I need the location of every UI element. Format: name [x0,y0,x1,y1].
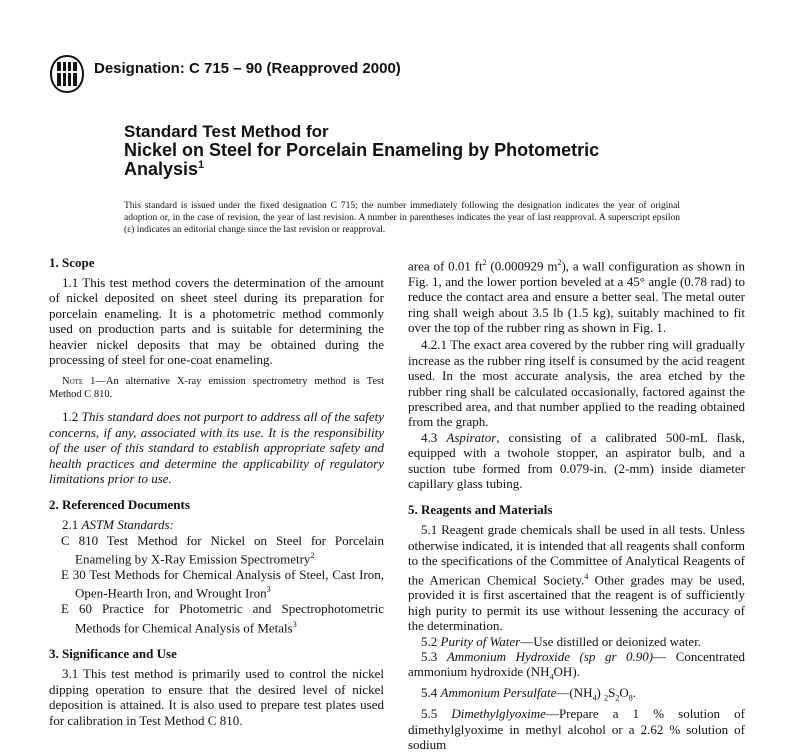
text: ) [596,685,605,701]
term: Aspirator [446,429,497,445]
term: Ammonium Hydroxide (sp gr 0.90) [446,649,654,664]
left-column [49,255,384,728]
paragraph-4-2-1: 4.2.1 The exact area covered by the rubber ring will gradually increase as the rubber ring itself is consumed by the acid reagent used. In the most accurate analysis, the area etched by the rubber ring shall be calculated occasionally, factored against the prescribed area, and that number applied to the reading obtained from the graph. [408,337,745,430]
text: ), a wall configuration as shown in Fig. 1, and the lower portion beveled at a 45° angle (0.78 rad) to reduce the contact area and ensure a better seal. The metal outer ring shall weigh about 3.5 lb (1.5 kg), suitably machined to fit over the top of the rubber ring as shown in Fig. 1. [408,258,745,335]
title-line-1: Standard Test Method for [124,122,329,141]
reagents-heading: 5. Reagents and Materials [408,502,553,518]
paragraph-2-1 [49,517,384,532]
paragraph-1-1: 1.1 This test method covers the determination of the amount of nickel deposited on sheet steel during its preparation for porcelain enameling. It is a photometric method commonly used on production parts and is suitable for determining the heavier nickel deposits that may be obtained during the processing of steel for one-coat enameling. [49,275,384,368]
issued-note: This standard is issued under the fixed designation C 715; the number immediately following the designation indicates the year of original adoption or, in the case of revision, the year of last revision. A number in parentheses indicates the year of last reapproval. A superscript epsilon (ε) indicates an editorial change since the last revision or reapproval. [124,201,680,235]
subscript: 8 [628,694,633,703]
paragraph-number: 4.3 [421,429,447,445]
text: (0.000929 m [486,258,558,274]
footnote-mark: 3 [266,585,271,595]
text: 5.1 Reagent grade chemicals shall be used in all tests. Unless otherwise indicated, it is intended that all reagents shall conform to the specifications of the Committee of Analytical Reagents of the American Chemical Society. [408,522,745,587]
subscript: 2 [604,694,609,703]
subscript: 2 [615,694,620,703]
title-footnote-mark: 1 [198,159,205,171]
superscript: 2 [557,258,562,267]
paragraph-5-4 [408,685,745,706]
paragraph-5-2 [408,634,745,649]
title-line-3: Analysis [124,159,199,179]
text: — Concentrated ammonium hydroxide (NH [408,649,746,680]
text: —Use distilled or deionized water. [520,633,702,649]
footnote-mark: 4 [584,571,589,581]
paragraph-3-1: 3.1 This test method is primarily used to control the nickel dipping operation to ensure that the desired level of nickel deposition is attained. It is also used to prepare test plates used for calibration in Test Method C 810. [49,666,384,728]
right-column [408,255,745,753]
scope-heading: 1. Scope [49,255,95,270]
title-line-2: Nickel on Steel for Porcelain Enameling by Photometric [124,140,600,160]
paragraph-number: 5.5 [421,706,452,722]
term: Purity of Water [440,633,521,649]
text: —(NH [556,685,593,701]
paragraph-number: 5.4 [421,685,441,701]
text: S [608,685,616,701]
subscript: 4 [549,673,554,682]
text: area of 0.01 ft [408,258,483,274]
paragraph-number: 5.2 [421,633,441,649]
reference-e60 [49,601,384,635]
significance-heading: 3. Significance and Use [49,646,177,662]
paragraph-continued [408,255,745,335]
paragraph-number: 1.2 [62,409,82,425]
superscript: 2 [482,258,487,267]
paragraph-5-3 [408,649,745,685]
paragraph-4-3 [408,430,745,492]
footnote-mark: 2 [310,551,315,561]
paragraph-5-1 [408,522,745,633]
note-label: Note 1 [62,376,96,388]
designation: Designation: C 715 – 90 (Reapproved 2000) [94,60,401,77]
document-title [124,122,744,179]
footnote-mark: 3 [292,619,297,629]
note-1 [49,375,384,401]
paragraph-5-5 [408,706,745,752]
astm-standards-label: ASTM Standards: [81,517,174,533]
reference-text: E 30 Test Methods for Chemical Analysis of Steel, Cast Iron, Open-Hearth Iron, and Wrought Iron [61,567,384,601]
reference-text: C 810 Test Method for Nickel on Steel for Porcelain Enameling by X-Ray Emission Spectrometry [61,532,384,567]
text: Other grades may be used, provided it is first ascertained that the reagent is of sufficiently high purity to permit its use without lessening the accuracy of the determination. [408,571,745,634]
subscript: 4 [592,694,597,703]
text: O [619,685,629,701]
text: , consisting of a calibrated 500-mL flask, equipped with a twohole stopper, an aspirator bulb, and a suction tube formed from 0.079-in. (2-mm) inside diameter capillary glass tubing. [408,429,745,492]
referenced-documents-heading: 2. Referenced Documents [49,497,190,513]
paragraph-number: 5.3 [421,649,447,664]
reference-c810 [49,533,384,567]
term: Ammonium Persulfate [440,685,557,701]
paragraph-number: 2.1 [62,517,82,533]
text: —Prepare a 1 % solution of dimethylglyoxime in methyl alcohol or a 2.62 % solution of sodium [408,706,745,753]
note-text: —An alternative X-ray emission spectrometry method is Test Method C 810. [49,376,384,401]
paragraph-1-2-text: This standard does not purport to address all of the safety concerns, if any, associated with its use. It is the responsibility of the user of this standard to establish appropriate safety and health practices and determine the applicability of regulatory limitations prior to use. [49,409,385,487]
reference-text: E 60 Practice for Photometric and Spectrophotometric Methods for Chemical Analysis of Metals [61,601,384,635]
reference-e30 [49,567,384,601]
text: . [632,685,636,701]
term: Dimethylglyoxime [451,706,546,722]
astm-logo-icon [48,54,86,94]
paragraph-1-2 [49,409,384,486]
text: OH). [553,664,580,680]
